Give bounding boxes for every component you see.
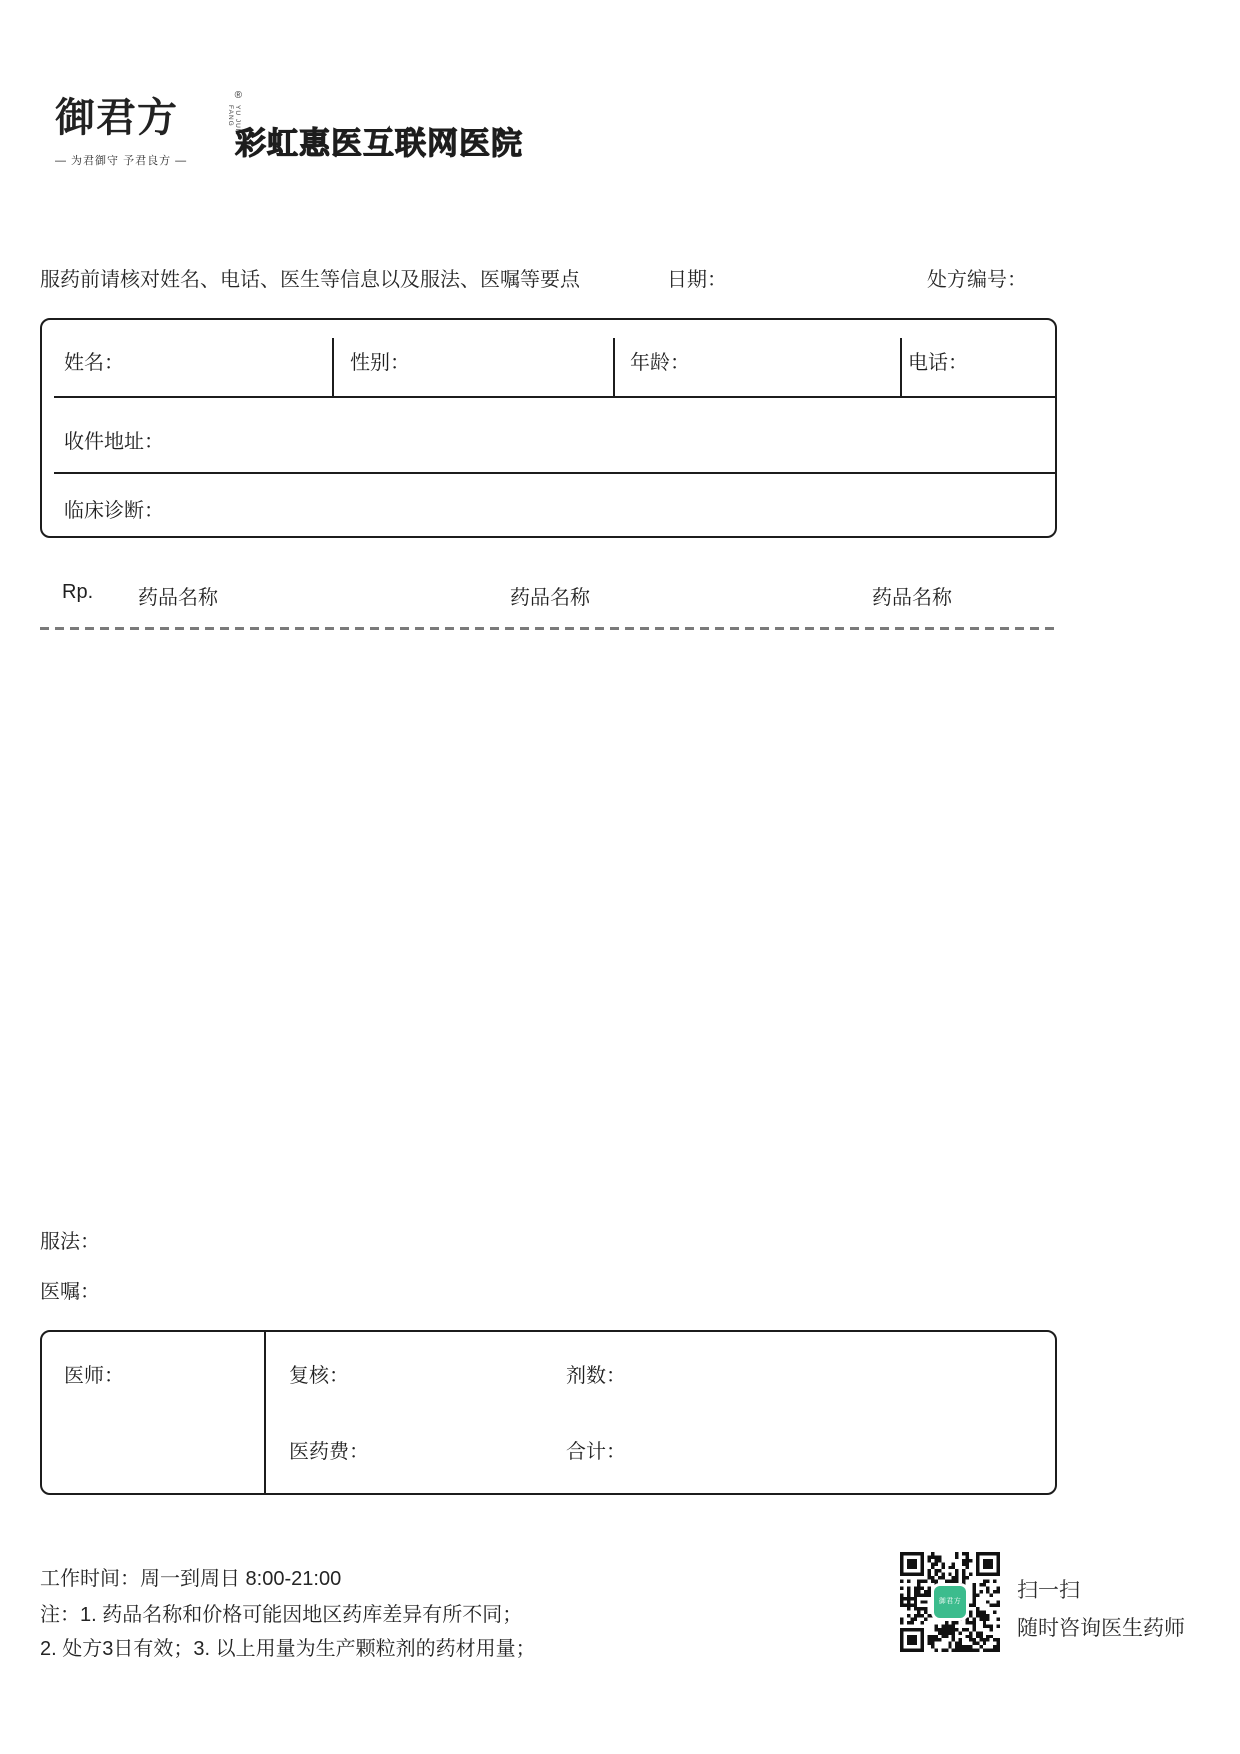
date-label: 日期：	[667, 269, 727, 291]
brand-logo-text: 御君方	[55, 94, 178, 141]
brand-logo	[55, 90, 242, 168]
row-divider	[54, 472, 1055, 474]
doctor-advice-label: 医嘱：	[40, 1281, 100, 1303]
column-divider	[264, 1332, 266, 1493]
clinical-diagnosis-label: 临床诊断：	[64, 500, 164, 522]
hospital-name: 彩虹惠医互联网医院	[235, 126, 523, 161]
qr-center-logo: 御君方	[934, 1586, 966, 1618]
medicine-fee-label: 医药费：	[289, 1441, 369, 1463]
usage-method-label: 服法：	[40, 1231, 100, 1253]
shipping-address-label: 收件地址：	[64, 431, 164, 453]
drug-name-column-2: 药品名称	[510, 587, 590, 609]
brand-logo-pinyin: YU JUN FANG	[227, 105, 241, 135]
qr-description: 随时咨询医生药师	[1017, 1617, 1185, 1640]
rx-separator-dashed-line	[40, 627, 1057, 630]
signoff-box	[40, 1330, 1057, 1495]
column-divider	[900, 338, 902, 398]
doctor-label: 医师：	[64, 1365, 124, 1387]
patient-info-box	[40, 318, 1057, 538]
qr-scan-label: 扫一扫	[1017, 1579, 1080, 1602]
qr-code	[900, 1552, 1000, 1652]
footer-note-1: 注：1. 药品名称和价格可能因地区药库差异有所不同；	[40, 1604, 523, 1626]
row-divider	[54, 396, 1055, 398]
column-divider	[613, 338, 615, 398]
rp-label: Rp.	[62, 581, 94, 603]
review-label: 复核：	[289, 1365, 349, 1387]
prescription-number-label: 处方编号：	[927, 269, 1027, 291]
footer-note-2: 2. 处方3日有效；3. 以上用量为生产颗粒剂的药材用量；	[40, 1638, 536, 1660]
patient-name-label: 姓名：	[64, 352, 124, 374]
pre-medication-notice: 服药前请核对姓名、电话、医生等信息以及服法、医嘱等要点	[40, 269, 580, 291]
drug-name-column-1: 药品名称	[138, 587, 218, 609]
patient-gender-label: 性别：	[350, 352, 410, 374]
drug-name-column-3: 药品名称	[872, 587, 952, 609]
dose-count-label: 剂数：	[566, 1365, 626, 1387]
brand-tagline: — 为君御守 予君良方 —	[55, 155, 188, 167]
column-divider	[332, 338, 334, 398]
patient-age-label: 年龄：	[630, 352, 690, 374]
brand-logo-main	[55, 90, 242, 148]
work-time-note: 工作时间：周一到周日 8:00-21:00	[40, 1568, 342, 1590]
total-label: 合计：	[566, 1441, 626, 1463]
patient-phone-label: 电话：	[908, 352, 968, 374]
registered-trademark-icon: ®	[234, 90, 242, 101]
